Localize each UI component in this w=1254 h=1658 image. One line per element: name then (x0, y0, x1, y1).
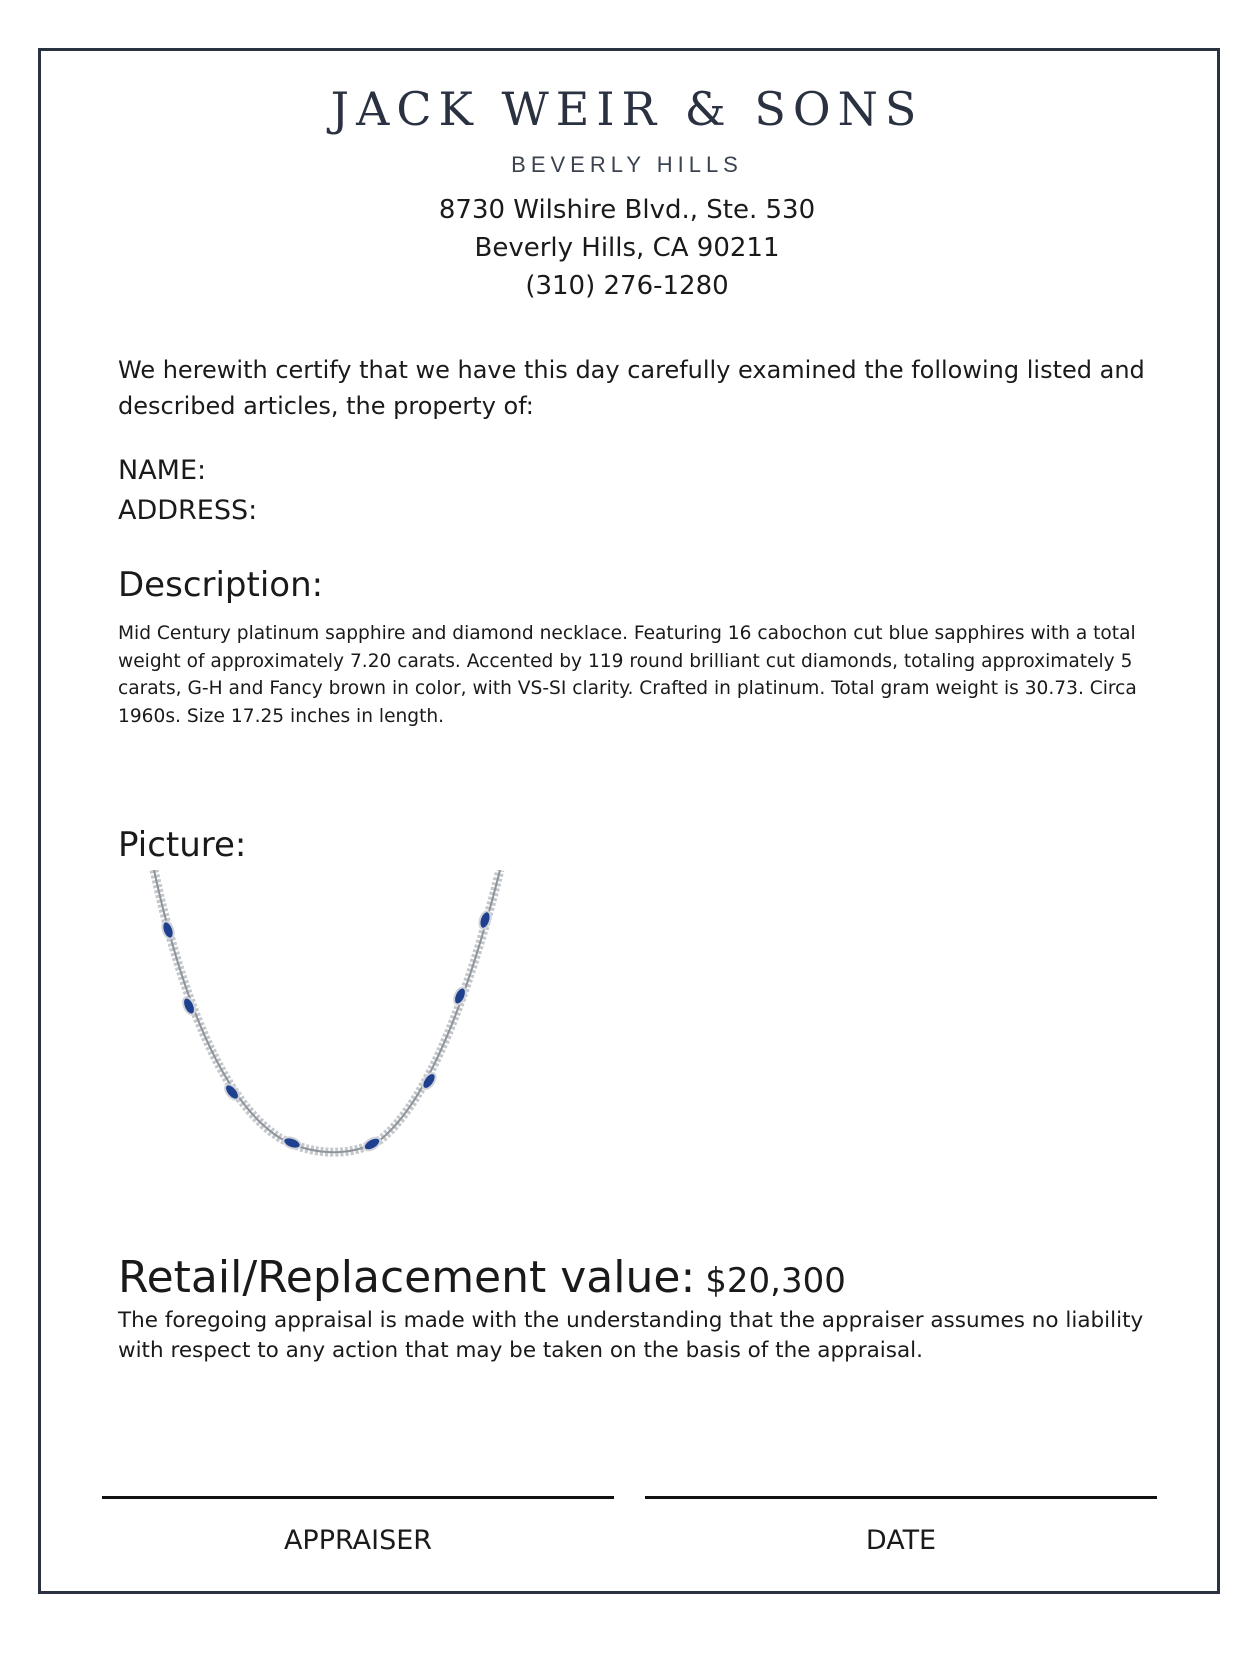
date-label: DATE (865, 1525, 937, 1556)
value-label: Retail/Replacement value: (118, 1252, 696, 1303)
phone-number: (310) 276-1280 (525, 271, 729, 301)
necklace-image (140, 870, 540, 1190)
description-text: Mid Century platinum sapphire and diamond necklace. Featuring 16 cabochon cut blue sapphires with a total weight of approximately 7.20 carats. Accented by 119 round brilliant cut diamonds, totaling approximately 5 carats, G-H and Fancy brown in color, with VS-SI clarity. Crafted in platinum. Total gram weight is 30.73. Circa 1960s. Size 17.25 inches in length. (118, 623, 1137, 727)
picture-heading: Picture: (118, 825, 247, 865)
brand-city: BEVERLY HILLS (511, 152, 743, 177)
description-heading: Description: (118, 565, 324, 605)
address-line-2: Beverly Hills, CA 90211 (474, 233, 780, 263)
appraiser-label: APPRAISER (283, 1525, 433, 1556)
appraiser-signature-line (102, 1496, 614, 1499)
appraisal-disclaimer: The foregoing appraisal is made with the understanding that the appraiser assumes no liability with respect to any action that may be taken on the basis of the appraisal. (118, 1308, 1144, 1363)
address-label: ADDRESS: (118, 495, 258, 526)
address-line-1: 8730 Wilshire Blvd., Ste. 530 (438, 195, 816, 225)
brand-name: JACK WEIR & SONS (330, 82, 924, 136)
certification-intro: We herewith certify that we have this day carefully examined the following listed and described articles, the property of: (118, 356, 1145, 420)
date-signature-line (645, 1496, 1157, 1499)
replacement-value (118, 1252, 846, 1303)
name-label: NAME: (118, 455, 207, 486)
value-amount: $20,300 (705, 1261, 846, 1301)
